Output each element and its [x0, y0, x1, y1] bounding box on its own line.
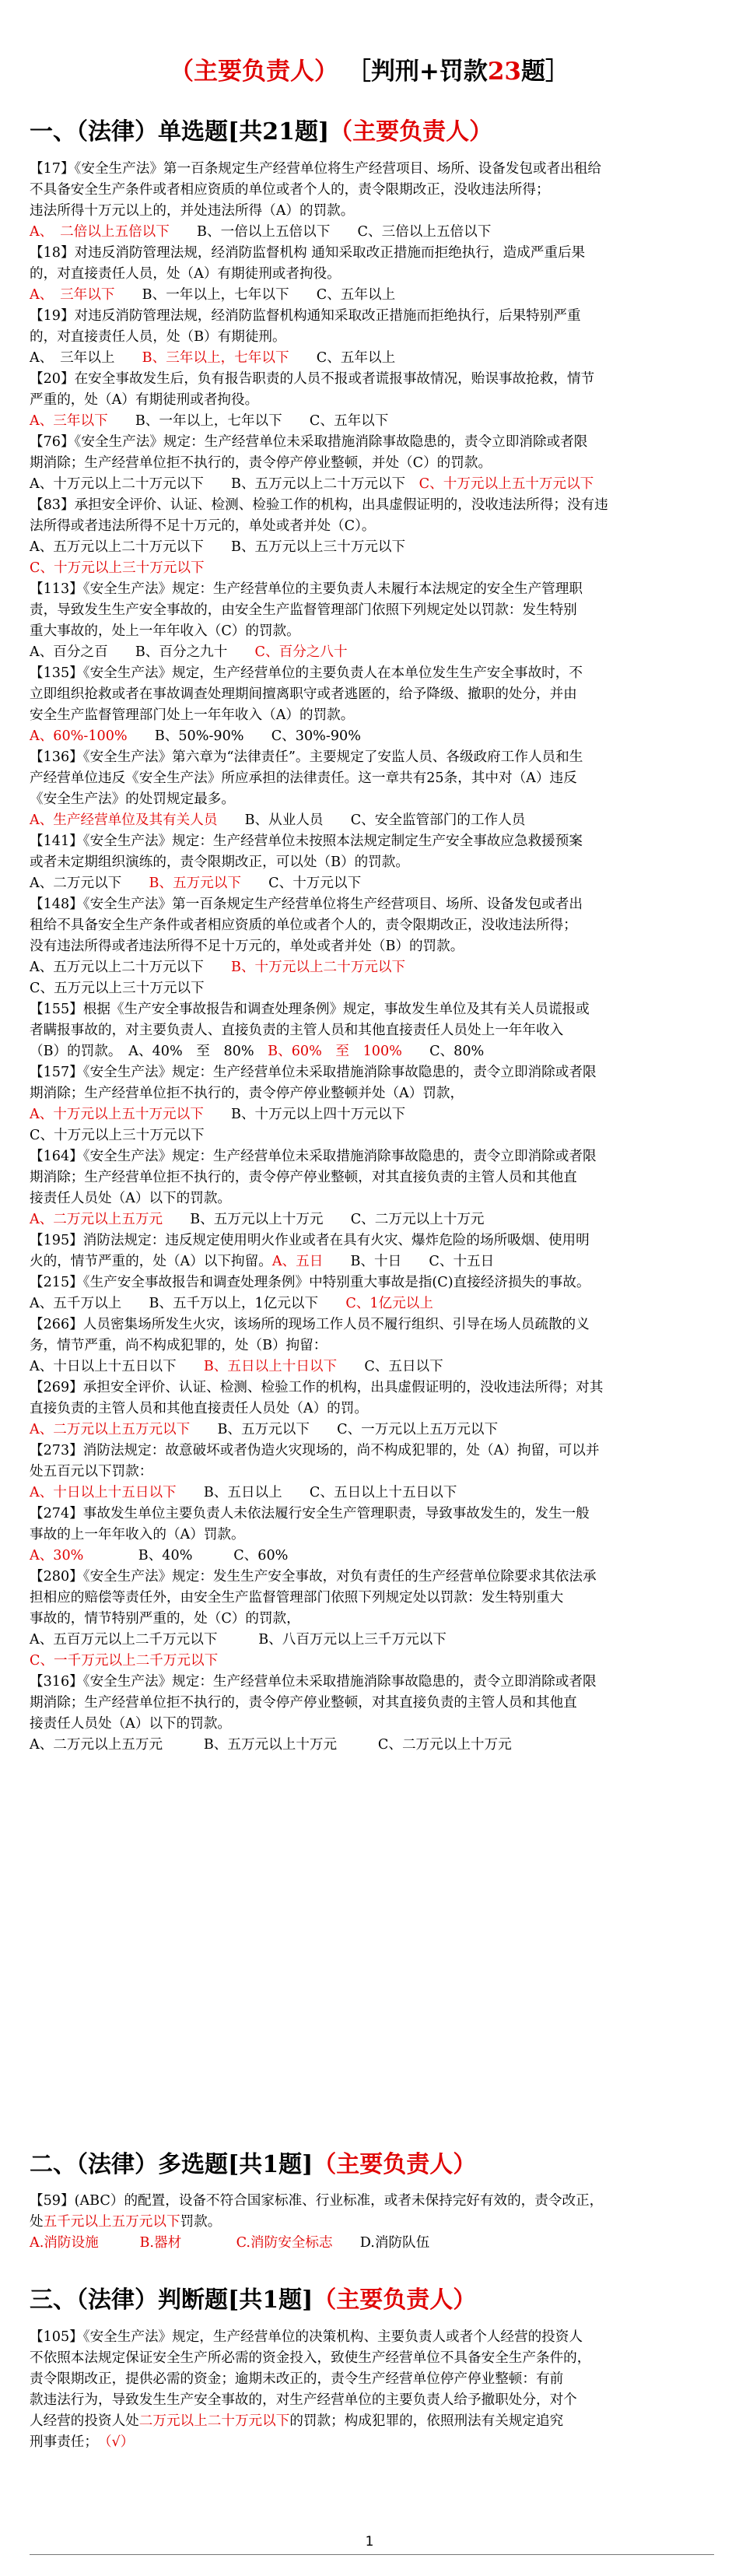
text-segment: 【274】事故发生单位主要负责人未依法履行安全生产管理职责，导致事故发生的，发生一般 [30, 1506, 590, 1521]
question-block [30, 1441, 714, 1504]
text-segment: 期消除；生产经营单位拒不执行的，责令停产停业整顿，对其直接负责的主管人员和其他直 [30, 1170, 577, 1185]
answer-highlight: C、十万元以上三十万元以下 [30, 560, 205, 576]
text-line [30, 894, 714, 915]
text-line [30, 1083, 714, 1104]
text-segment: 【113】《安全生产法》规定：生产经营单位的主要负责人未履行本法规定的安全生产管理职 [30, 581, 583, 597]
text-segment: C、五万元以上三十万元以下 [30, 981, 205, 996]
text-segment: B、一倍以上五倍以下 C、三倍以上五倍以下 [169, 224, 492, 240]
text-line [30, 2233, 714, 2254]
text-segment: 【269】承担安全评价、认证、检测、检验工作的机构，出具虚假证明的，没收违法所得；对其 [30, 1380, 604, 1395]
title-suffix: 题］ [520, 58, 569, 86]
text-segment: 接责任人员处（A）以下的罚款。 [30, 1716, 232, 1732]
answer-highlight: A.消防设施 [30, 2235, 99, 2251]
text-segment: 事故的，情节特别严重的，处（C）的罚款， [30, 1611, 300, 1627]
text-segment: A、 三年以上 [30, 350, 142, 366]
text-segment: 人经营的投资人处 [30, 2413, 139, 2429]
text-segment: 的，对直接责任人员，处（B）有期徒刑。 [30, 329, 286, 345]
answer-highlight: 二万元以上二十万元以下 [138, 2413, 290, 2429]
text-segment: 期消除；生产经营单位拒不执行的，责令停产停业整顿，对其直接负责的主管人员和其他直 [30, 1695, 577, 1711]
text-segment: 立即组织抢救或者在事故调查处理期间擅离职守或者逃匿的，给予降级、撤职的处分，并由 [30, 686, 577, 702]
text-segment: A、五百万元以上二千万元以下 B、八百万元以上三千万元以下 [30, 1632, 447, 1648]
text-segment: A、五万元以上二十万元以下 [30, 960, 232, 975]
text-line [30, 1714, 714, 1735]
section1-heading [30, 117, 492, 148]
text-segment: 不具备安全生产条件或者相应资质的单位或者个人的，责令限期改正，没收违法所得； [30, 182, 550, 198]
answer-highlight: C、1亿元以上 [345, 1296, 433, 1311]
text-line [30, 978, 714, 999]
text-line [30, 1462, 714, 1483]
section2-heading-role: （主要负责人） [313, 2151, 477, 2178]
question-block [30, 999, 714, 1062]
text-line [30, 2212, 714, 2233]
text-segment: 重大事故的，处上一年年收入（C）的罚款。 [30, 623, 300, 639]
text-segment: 租给不具备安全生产条件或者相应资质的单位或者个人的，责令限期改正，没收违法所得； [30, 918, 577, 933]
text-line [30, 747, 714, 768]
text-segment: 火的，情节严重的，处（A）以下拘留。 [30, 1254, 272, 1269]
text-line [30, 201, 714, 222]
section3-heading [30, 2285, 476, 2316]
text-segment: 【141】《安全生产法》规定：生产经营单位未按照本法规定制定生产安全事故应急救援预案 [30, 834, 583, 849]
text-segment: B、一年以上，七年以下 C、五年以上 [114, 287, 396, 303]
answer-highlight: A、三年以下 [30, 413, 108, 429]
text-line [30, 348, 714, 369]
answer-highlight: A、 三年以下 [30, 287, 115, 303]
question-block [30, 159, 714, 243]
text-line [30, 243, 714, 264]
text-line [30, 579, 714, 600]
text-segment: 【215】《生产安全事故报告和调查处理条例》中特别重大事故是指(C)直接经济损失的事故。 [30, 1275, 590, 1290]
text-line [30, 1041, 714, 1062]
text-segment: D.消防队伍 [332, 2235, 430, 2251]
section2-questions [30, 2191, 714, 2254]
question-block [30, 369, 714, 432]
text-line [30, 810, 714, 831]
text-segment: A、五千万以上 B、五千万以上，1亿元以下 [30, 1296, 346, 1311]
question-block [30, 432, 714, 495]
text-line [30, 2327, 714, 2348]
text-segment: 【105】《安全生产法》规定，生产经营单位的决策机构、主要负责人或者个人经营的投资人 [30, 2329, 583, 2345]
text-segment: 安全生产监督管理部门处上一年年收入（A）的罚款。 [30, 707, 355, 723]
text-line [30, 1483, 714, 1504]
text-line [30, 222, 714, 243]
section1-heading-role: （主要负责人） [329, 118, 493, 146]
question-block [30, 747, 714, 831]
answer-highlight: C、一千万元以上二千万元以下 [30, 1653, 219, 1669]
text-segment: B、五万元以上十万元 C、二万元以上十万元 [163, 1212, 485, 1227]
text-line [30, 2348, 714, 2369]
text-line [30, 1735, 714, 1756]
text-segment: 责令限期改正，提供必需的资金；逾期未改正的，责令生产经营单位停产停业整顿：有前 [30, 2371, 564, 2387]
text-line [30, 264, 714, 285]
text-segment: 【20】在安全事故发生后，负有报告职责的人员不报或者谎报事故情况，贻误事故抢救，情节 [30, 371, 595, 387]
text-line [30, 516, 714, 537]
text-segment: 处五百元以下罚款： [30, 1464, 153, 1479]
text-line [30, 1651, 714, 1672]
text-line [30, 1125, 714, 1146]
text-segment: 【316】《安全生产法》规定：生产经营单位未采取措施消除事故隐患的，责令立即消除或者限 [30, 1674, 597, 1690]
answer-highlight: C.消防安全标志 [236, 2235, 333, 2251]
text-line [30, 852, 714, 873]
text-line [30, 1230, 714, 1251]
answer-highlight: C、十万元以上五十万元以下 [419, 476, 594, 492]
text-segment: 者瞒报事故的，对主要负责人、直接负责的主管人员和其他直接责任人员处上一年年收入 [30, 1023, 564, 1038]
text-segment: 刑事责任； [30, 2434, 105, 2450]
text-segment: 【19】对违反消防管理法规，经消防监督机构通知采取改正措施而拒绝执行，后果特别严重 [30, 308, 581, 324]
text-line [30, 1399, 714, 1420]
question-block [30, 831, 714, 894]
question-block [30, 495, 714, 579]
text-segment: 或者未定期组织演练的，责令限期改正，可以处（B）的罚款。 [30, 855, 409, 870]
text-segment: 直接负责的主管人员和其他直接责任人员处（A）的罚。 [30, 1401, 368, 1416]
section2-heading-text: 二、（法律）多选题[共1题] [30, 2151, 313, 2178]
text-segment: C、十万元以下 [240, 876, 362, 891]
text-line [30, 768, 714, 789]
text-segment: 【18】对违反消防管理法规，经消防监督机构 通知采取改正措施而拒绝执行，造成严重后果 [30, 245, 586, 261]
question-block [30, 1230, 714, 1272]
text-line [30, 1062, 714, 1083]
text-line [30, 915, 714, 936]
text-line [30, 999, 714, 1020]
question-block [30, 663, 714, 747]
text-line [30, 159, 714, 180]
text-line [30, 1167, 714, 1188]
text-line [30, 1335, 714, 1356]
text-line [30, 1146, 714, 1167]
text-segment: 不依照本法规定保证安全生产所必需的资金投入，致使生产经营单位不具备安全生产条件的， [30, 2350, 591, 2366]
text-line [30, 1693, 714, 1714]
text-line [30, 2432, 714, 2453]
text-segment [99, 2235, 140, 2251]
text-segment: A、二万元以上五万元 B、五万元以上十万元 C、二万元以上十万元 [30, 1737, 512, 1753]
text-line [30, 1356, 714, 1377]
text-line [30, 1567, 714, 1588]
text-line [30, 1441, 714, 1462]
text-segment: 【83】承担安全评价、认证、检测、检验工作的机构，出具虚假证明的，没收违法所得；没有违 [30, 497, 608, 513]
answer-highlight: A、 二倍以上五倍以下 [30, 224, 170, 240]
question-block [30, 306, 714, 369]
question-block [30, 894, 714, 999]
text-segment: 责，导致发生生产安全事故的，由安全生产监督管理部门依照下列规定处以罚款：发生特别 [30, 602, 577, 618]
answer-highlight: A、十万元以上五十万元以下 [30, 1107, 204, 1122]
text-segment: A、二万元以下 [30, 876, 149, 891]
text-segment: 接责任人员处（A）以下的罚款。 [30, 1191, 232, 1206]
text-segment: 务，情节严重，尚不构成犯罪的，处（B）拘留： [30, 1338, 327, 1353]
text-segment: A、百分之百 B、百分之九十 [30, 644, 255, 660]
question-block [30, 243, 714, 306]
text-segment: A、十万元以上二十万元以下 B、五万元以上二十万元以下 [30, 476, 419, 492]
text-segment: 【17】《安全生产法》第一百条规定生产经营单位将生产经营项目、场所、设备发包或者出租给 [30, 161, 601, 177]
text-segment: B、五日以上 C、五日以上十五日以下 [176, 1485, 457, 1500]
text-segment: C、五年以上 [289, 350, 396, 366]
text-segment: B、40% C、60% [83, 1548, 289, 1563]
text-line [30, 306, 714, 327]
answer-highlight: A、30% [30, 1548, 84, 1563]
text-segment: （B）的罚款。 A、40% 至 80% [30, 1044, 268, 1059]
text-segment: 【273】消防法规定：故意破坏或者伪造火灾现场的，尚不构成犯罪的，处（A）拘留，可以并 [30, 1443, 600, 1458]
text-segment: 《安全生产法》的处罚规定最多。 [30, 791, 235, 807]
text-line [30, 831, 714, 852]
text-segment: A、五万元以上二十万元以下 B、五万元以上三十万元以下 [30, 539, 406, 555]
text-line [30, 957, 714, 978]
answer-highlight: 五千元以上五万元以下 [43, 2214, 180, 2230]
text-line [30, 1588, 714, 1609]
text-line [30, 1546, 714, 1567]
text-segment: B、十日 C、十五日 [323, 1254, 495, 1269]
text-line [30, 1188, 714, 1209]
text-line [30, 327, 714, 348]
answer-highlight: C、百分之八十 [254, 644, 348, 660]
section2-heading [30, 2150, 476, 2181]
text-line [30, 600, 714, 621]
section3-heading-text: 三、（法律）判断题[共1题] [30, 2286, 313, 2314]
answer-highlight: B、五日以上十日以下 [203, 1359, 338, 1374]
text-segment: 严重的，处（A）有期徒刑或者拘役。 [30, 392, 259, 408]
text-line [30, 1672, 714, 1693]
text-segment: C、80% [401, 1044, 485, 1059]
text-segment: 款违法行为，导致发生生产安全事故的，对生产经营单位的主要负责人给予撤职处分，对个 [30, 2392, 577, 2408]
text-segment: 担相应的赔偿等责任外，由安全生产监督管理部门依照下列规定处以罚款：发生特别重大 [30, 1590, 564, 1606]
footer-rule [30, 2554, 714, 2555]
document-title [0, 56, 739, 87]
text-segment: C、十万元以上三十万元以下 [30, 1128, 205, 1143]
answer-highlight: A、60%-100% [30, 728, 128, 744]
text-line [30, 726, 714, 747]
answer-highlight: A、五日 [271, 1254, 324, 1269]
text-segment: 处 [30, 2214, 44, 2230]
answer-highlight: A、十日以上十五日以下 [30, 1485, 177, 1500]
text-segment: 【59】(ABC）的配置，设备不符合国家标准、行业标准，或者未保持完好有效的，责令改正， [30, 2193, 604, 2209]
text-line [30, 285, 714, 306]
text-line [30, 369, 714, 390]
text-segment: 【136】《安全生产法》第六章为“法律责任”。主要规定了安监人员、各级政府工作人员和生 [30, 749, 583, 765]
question-block [30, 1504, 714, 1567]
text-line [30, 453, 714, 474]
text-line [30, 2191, 714, 2212]
text-segment: 期消除；生产经营单位拒不执行的，责令停产停业整顿，并处（C）的罚款。 [30, 455, 492, 471]
text-line [30, 873, 714, 894]
text-segment: 没有违法所得或者违法所得不足十万元的，单处或者并处（B）的罚款。 [30, 939, 464, 954]
text-line [30, 558, 714, 579]
text-segment: 【76】《安全生产法》规定：生产经营单位未采取措施消除事故隐患的，责令立即消除或者限 [30, 434, 588, 450]
text-segment: 【157】《安全生产法》规定：生产经营单位未采取措施消除事故隐患的，责令立即消除或者限 [30, 1065, 597, 1080]
text-line [30, 1272, 714, 1293]
section1-heading-text: 一、（法律）单选题[共21题] [30, 118, 330, 146]
text-segment: 违法所得十万元以上的，并处违法所得（A）的罚款。 [30, 203, 355, 219]
title-role: （主要负责人） [170, 58, 339, 86]
title-count: 23 [487, 58, 521, 86]
text-segment: 【280】《安全生产法》规定：发生生产安全事故，对负有责任的生产经营单位除要求其依法承 [30, 1569, 597, 1585]
text-line [30, 1525, 714, 1546]
text-segment: 【164】《安全生产法》规定：生产经营单位未采取措施消除事故隐患的，责令立即消除或者限 [30, 1149, 597, 1164]
text-segment: 【135】《安全生产法》规定，生产经营单位的主要负责人在本单位发生生产安全事故时，不 [30, 665, 583, 681]
text-line [30, 684, 714, 705]
text-line [30, 1314, 714, 1335]
text-segment: 的罚款；构成犯罪的，依照刑法有关规定追究 [289, 2413, 564, 2429]
text-segment: 的，对直接责任人员，处（A）有期徒刑或者拘役。 [30, 266, 341, 282]
text-line [30, 1104, 714, 1125]
text-line [30, 411, 714, 432]
question-block [30, 1377, 714, 1441]
text-segment: C、五日以下 [337, 1359, 443, 1374]
answer-highlight: A、二万元以上五万元以下 [30, 1422, 191, 1437]
text-segment: B、50%-90% C、30%-90% [127, 728, 361, 744]
text-segment: 罚款。 [180, 2214, 222, 2230]
question-block [30, 1146, 714, 1230]
text-line [30, 2369, 714, 2390]
text-line [30, 495, 714, 516]
text-line [30, 789, 714, 810]
section1-questions [30, 159, 714, 1756]
text-line [30, 1609, 714, 1630]
text-segment: 期消除；生产经营单位拒不执行的，责令停产停业整顿并处（A）罚款， [30, 1086, 464, 1101]
page-number: 1 [365, 2534, 374, 2550]
question-block [30, 1672, 714, 1756]
text-line [30, 642, 714, 663]
question-block [30, 1314, 714, 1377]
text-segment: B、十万元以上四十万元以下 [203, 1107, 406, 1122]
text-segment: 法所得或者违法所得不足十万元的，单处或者并处（C）。 [30, 518, 376, 534]
text-line [30, 1630, 714, 1651]
text-segment: 事故的上一年年收入的（A）罚款。 [30, 1527, 245, 1542]
text-segment: 产经营单位违反《安全生产法》所应承担的法律责任。这一章共有25条，其中对（A）违反 [30, 770, 577, 786]
text-segment: A、十日以上十五日以下 [30, 1359, 204, 1374]
answer-highlight: B.器材 [139, 2235, 182, 2251]
answer-highlight: A、生产经营单位及其有关人员 [30, 812, 218, 828]
text-line [30, 2411, 714, 2432]
section3-heading-role: （主要负责人） [313, 2286, 477, 2314]
text-segment: B、五万元以下 C、一万元以上五万元以下 [190, 1422, 499, 1437]
text-line [30, 1377, 714, 1399]
answer-highlight: A、二万元以上五万元 [30, 1212, 163, 1227]
text-segment: 【266】人员密集场所发生火灾，该场所的现场工作人员不履行组织、引导在场人员疏散的义 [30, 1317, 590, 1332]
text-line [30, 2390, 714, 2411]
text-segment: 【155】根据《生产安全事故报告和调查处理条例》规定，事故发生单位及其有关人员谎报或 [30, 1002, 590, 1017]
text-line [30, 537, 714, 558]
text-line [30, 663, 714, 684]
text-line [30, 1504, 714, 1525]
answer-highlight: B、三年以上，七年以下 [142, 350, 289, 366]
question-block [30, 1062, 714, 1146]
text-line [30, 936, 714, 957]
text-segment: 【148】《安全生产法》第一百条规定生产经营单位将生产经营项目、场所、设备发包或者出 [30, 897, 583, 912]
answer-highlight: B、60% 至 100% [268, 1044, 402, 1059]
question-block [30, 579, 714, 663]
answer-highlight: （√） [104, 2434, 135, 2450]
text-segment: B、从业人员 C、安全监管部门的工作人员 [217, 812, 526, 828]
text-line [30, 474, 714, 495]
text-line [30, 705, 714, 726]
text-line [30, 1020, 714, 1041]
answer-highlight: B、五万元以下 [149, 876, 241, 891]
text-line [30, 1420, 714, 1441]
text-segment: B、一年以上，七年以下 C、五年以下 [107, 413, 389, 429]
text-segment [181, 2235, 236, 2251]
question-block [30, 1567, 714, 1672]
answer-highlight: B、十万元以上二十万元以下 [231, 960, 406, 975]
text-line [30, 1293, 714, 1314]
section3-questions [30, 2327, 714, 2453]
text-segment: 【195】消防法规定：违反规定使用明火作业或者在具有火灾、爆炸危险的场所吸烟、使用明 [30, 1233, 590, 1248]
text-line [30, 1209, 714, 1230]
text-line [30, 1251, 714, 1272]
question-block [30, 1272, 714, 1314]
text-line [30, 390, 714, 411]
text-line [30, 621, 714, 642]
title-topic: ［判刑+罚款 [346, 58, 488, 86]
text-line [30, 180, 714, 201]
text-line [30, 432, 714, 453]
